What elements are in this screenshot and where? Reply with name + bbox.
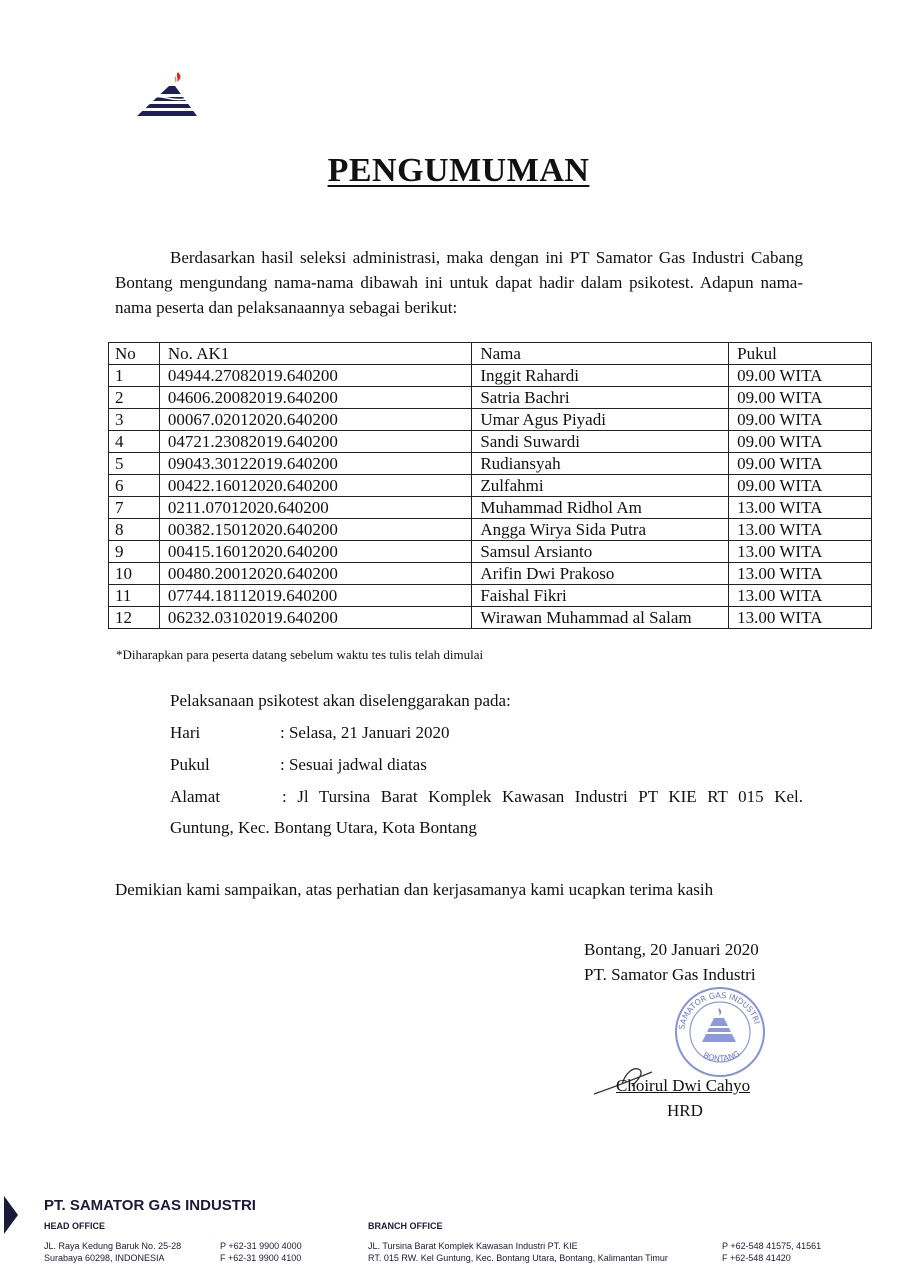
cell-nama: Wirawan Muhammad al Salam xyxy=(472,607,729,629)
branch-office-phone: P +62-548 41575, 41561 xyxy=(722,1241,822,1251)
address-label: Alamat xyxy=(170,787,221,806)
head-office-address-1: JL. Raya Kedung Baruk No. 25-28 xyxy=(44,1241,182,1251)
cell-no: 7 xyxy=(109,497,160,519)
column-header-pukul: Pukul xyxy=(729,343,872,365)
cell-ak1: 04944.27082019.640200 xyxy=(159,365,471,387)
intro-paragraph: Berdasarkan hasil seleksi administrasi, maka dengan ini PT Samator Gas Industri Cabang Bontang mengundang nama-nama dibawah ini untuk dapat hadir dalam psikotest. Adapun nama-nama peserta dan pelaksanaannya sebagai berikut: xyxy=(115,248,803,317)
cell-nama: Muhammad Ridhol Am xyxy=(472,497,729,519)
cell-no: 11 xyxy=(109,585,160,607)
column-header-ak1: No. AK1 xyxy=(159,343,471,365)
cell-nama: Sandi Suwardi xyxy=(472,431,729,453)
table-row xyxy=(109,409,872,431)
cell-ak1: 0211.07012020.640200 xyxy=(159,497,471,519)
day-label: Hari xyxy=(170,723,201,742)
column-header-no: No xyxy=(109,343,160,365)
cell-no: 4 xyxy=(109,431,160,453)
cell-nama: Inggit Rahardi xyxy=(472,365,729,387)
cell-pukul: 09.00 WITA xyxy=(729,365,872,387)
cell-pukul: 13.00 WITA xyxy=(729,519,872,541)
cell-pukul: 13.00 WITA xyxy=(729,607,872,629)
cell-nama: Satria Bachri xyxy=(472,387,729,409)
cell-no: 12 xyxy=(109,607,160,629)
address-value: : Jl Tursina Barat Komplek Kawasan Industri PT KIE RT 015 Kel. xyxy=(282,787,803,806)
table-row xyxy=(109,541,872,563)
cell-no: 10 xyxy=(109,563,160,585)
head-office-label: HEAD OFFICE xyxy=(44,1221,106,1231)
cell-no: 2 xyxy=(109,387,160,409)
head-office-phone: P +62-31 9900 4000 xyxy=(220,1241,302,1251)
signer-role: HRD xyxy=(667,1101,703,1120)
table-row xyxy=(109,519,872,541)
branch-office-address-1: JL. Tursina Barat Komplek Kawasan Industri PT. KIE xyxy=(368,1241,578,1251)
time-label: Pukul xyxy=(170,755,210,774)
cell-no: 9 xyxy=(109,541,160,563)
day-value: : Selasa, 21 Januari 2020 xyxy=(280,723,450,742)
cell-nama: Faishal Fikri xyxy=(472,585,729,607)
stamp-text-top: SAMATOR GAS INDUSTRI xyxy=(677,990,762,1031)
cell-nama: Angga Wirya Sida Putra xyxy=(472,519,729,541)
cell-pukul: 09.00 WITA xyxy=(729,409,872,431)
table-header-row xyxy=(109,343,872,365)
cell-pukul: 09.00 WITA xyxy=(729,387,872,409)
cell-no: 5 xyxy=(109,453,160,475)
head-office-fax: F +62-31 9900 4100 xyxy=(220,1253,302,1263)
branch-office-fax: F +62-548 41420 xyxy=(722,1253,791,1263)
address-continuation: Guntung, Kec. Bontang Utara, Kota Bontang xyxy=(170,818,477,837)
cell-ak1: 00382.15012020.640200 xyxy=(159,519,471,541)
cell-ak1: 06232.03102019.640200 xyxy=(159,607,471,629)
table-row xyxy=(109,453,872,475)
column-header-nama: Nama xyxy=(472,343,729,365)
cell-no: 3 xyxy=(109,409,160,431)
arrival-note: *Diharapkan para peserta datang sebelum waktu tes tulis telah dimulai xyxy=(116,647,484,662)
table-row xyxy=(109,365,872,387)
stamp-text-bottom: BONTANG xyxy=(701,1049,742,1064)
place-date: Bontang, 20 Januari 2020 xyxy=(584,940,759,959)
cell-nama: Rudiansyah xyxy=(472,453,729,475)
cell-pukul: 13.00 WITA xyxy=(729,497,872,519)
cell-pukul: 13.00 WITA xyxy=(729,541,872,563)
cell-pukul: 09.00 WITA xyxy=(729,453,872,475)
cell-ak1: 00415.16012020.640200 xyxy=(159,541,471,563)
cell-ak1: 00480.20012020.640200 xyxy=(159,563,471,585)
table-row xyxy=(109,563,872,585)
table-row xyxy=(109,585,872,607)
cell-no: 8 xyxy=(109,519,160,541)
branch-office-label: BRANCH OFFICE xyxy=(368,1221,443,1231)
table-row xyxy=(109,607,872,629)
table-row xyxy=(109,475,872,497)
cell-ak1: 09043.30122019.640200 xyxy=(159,453,471,475)
cell-ak1: 07744.18112019.640200 xyxy=(159,585,471,607)
cell-nama: Arifin Dwi Prakoso xyxy=(472,563,729,585)
cell-no: 1 xyxy=(109,365,160,387)
cell-ak1: 04721.23082019.640200 xyxy=(159,431,471,453)
company-flame-logo-icon xyxy=(135,68,201,122)
cell-pukul: 09.00 WITA xyxy=(729,475,872,497)
page-title: PENGUMUMAN xyxy=(327,152,590,189)
cell-nama: Umar Agus Piyadi xyxy=(472,409,729,431)
time-value: : Sesuai jadwal diatas xyxy=(280,755,427,774)
cell-nama: Samsul Arsianto xyxy=(472,541,729,563)
cell-pukul: 13.00 WITA xyxy=(729,585,872,607)
participants-table xyxy=(108,342,872,629)
schedule-intro: Pelaksanaan psikotest akan diselenggarakan pada: xyxy=(170,691,511,710)
company-stamp xyxy=(668,982,772,1078)
cell-nama: Zulfahmi xyxy=(472,475,729,497)
branch-office-address-2: RT. 015 RW. Kel Guntung, Kec. Bontang Utara, Bontang, Kalimantan Timur xyxy=(368,1253,668,1263)
head-office-address-2: Surabaya 60298, INDONESIA xyxy=(44,1253,165,1263)
cell-ak1: 00422.16012020.640200 xyxy=(159,475,471,497)
svg-text:BONTANG xyxy=(702,1049,742,1063)
signature-block xyxy=(584,937,759,987)
cell-ak1: 04606.20082019.640200 xyxy=(159,387,471,409)
signer-name: Choirul Dwi Cahyo xyxy=(616,1076,751,1095)
footer-company-name: PT. SAMATOR GAS INDUSTRI xyxy=(44,1197,256,1214)
table-row xyxy=(109,431,872,453)
table-row xyxy=(109,387,872,409)
signing-company: PT. Samator Gas Industri xyxy=(584,965,756,984)
cell-no: 6 xyxy=(109,475,160,497)
closing-text: Demikian kami sampaikan, atas perhatian dan kerjasamanya kami ucapkan terima kasih xyxy=(115,880,714,899)
cell-pukul: 13.00 WITA xyxy=(729,563,872,585)
cell-ak1: 00067.02012020.640200 xyxy=(159,409,471,431)
cell-pukul: 09.00 WITA xyxy=(729,431,872,453)
table-row xyxy=(109,497,872,519)
footer-arrow-icon xyxy=(4,1196,18,1234)
